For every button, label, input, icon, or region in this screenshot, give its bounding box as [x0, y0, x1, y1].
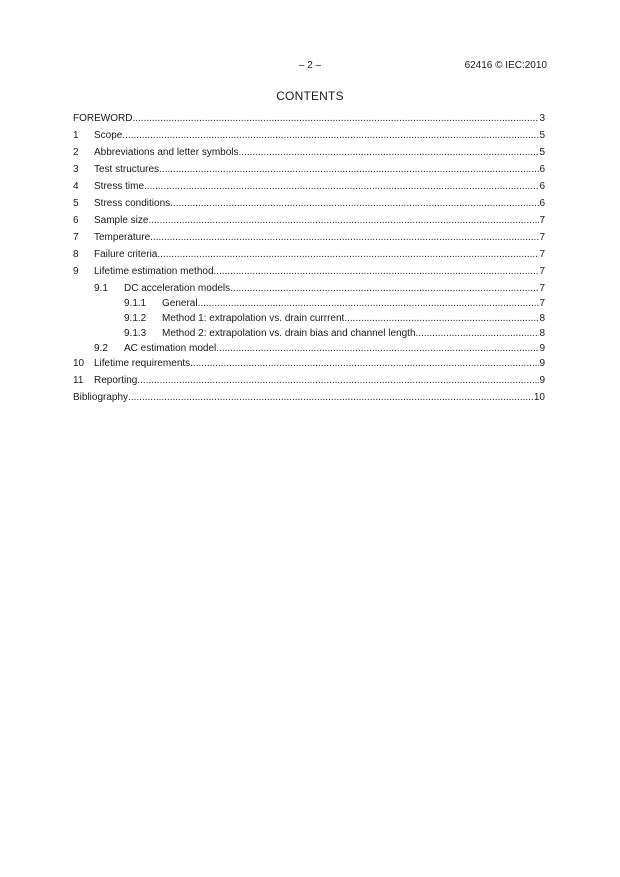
- toc-entry-label: Abbreviations and letter symbols: [94, 147, 239, 158]
- page-number: – 2 –: [298, 60, 322, 71]
- toc-entry-page: 8: [539, 313, 545, 324]
- toc-entry-label: General: [162, 298, 198, 309]
- toc-entry-page: 9: [539, 358, 545, 369]
- toc-entry-number: 9.1.3: [124, 328, 147, 339]
- toc-entry[interactable]: [73, 266, 545, 283]
- toc-entry-page: 8: [539, 328, 545, 339]
- toc-entry-number: 4: [73, 181, 79, 192]
- toc-entry-page: 7: [539, 232, 545, 243]
- toc-entry[interactable]: [73, 130, 545, 147]
- toc-leader-dots: [148, 215, 539, 226]
- toc-entry-label: Lifetime estimation method: [94, 266, 214, 277]
- toc-entry[interactable]: [73, 249, 545, 266]
- toc-entry-page: 7: [539, 283, 545, 294]
- toc-entry[interactable]: [73, 313, 545, 328]
- toc-leader-dots: [170, 198, 539, 209]
- toc-entry[interactable]: [73, 283, 545, 298]
- toc-entry-number: 6: [73, 215, 79, 226]
- document-id: 62416 © IEC:2010: [464, 60, 547, 71]
- toc-entry-page: 10: [533, 392, 545, 403]
- toc-entry-page: 7: [539, 298, 545, 309]
- toc-entry[interactable]: [73, 375, 545, 392]
- toc-entry-number: 3: [73, 164, 79, 175]
- toc-entry[interactable]: [73, 113, 545, 130]
- toc-entry-number: 9.2: [94, 343, 108, 354]
- toc-entry-label: Method 1: extrapolation vs. drain currrent: [162, 313, 345, 324]
- toc-entry[interactable]: [73, 181, 545, 198]
- toc-entry-page: 5: [539, 147, 545, 158]
- toc-entry-page: 7: [539, 266, 545, 277]
- toc-entry[interactable]: [73, 328, 545, 343]
- toc-leader-dots: [150, 232, 539, 243]
- toc-entry-label: Lifetime requirements: [94, 358, 191, 369]
- toc-entry-number: 2: [73, 147, 79, 158]
- toc-entry-number: 9: [73, 266, 79, 277]
- toc-entry-page: 3: [539, 113, 545, 124]
- toc-entry-label: Stress conditions: [94, 198, 171, 209]
- toc-entry[interactable]: [73, 147, 545, 164]
- page-title: CONTENTS: [276, 89, 344, 103]
- toc-leader-dots: [198, 298, 540, 309]
- toc-entry-page: 6: [539, 164, 545, 175]
- toc-leader-dots: [190, 358, 539, 369]
- toc-entry-number: 11: [73, 375, 84, 386]
- table-of-contents: [73, 113, 545, 409]
- toc-leader-dots: [230, 283, 539, 294]
- toc-leader-dots: [157, 249, 539, 260]
- toc-entry-label: Reporting: [94, 375, 138, 386]
- toc-entry-page: 9: [539, 375, 545, 386]
- toc-entry-page: 7: [539, 215, 545, 226]
- toc-entry-label: FOREWORD: [73, 113, 133, 124]
- toc-entry-number: 7: [73, 232, 79, 243]
- toc-entry[interactable]: [73, 164, 545, 181]
- toc-entry-page: 5: [539, 130, 545, 141]
- toc-entry-page: 6: [539, 198, 545, 209]
- toc-leader-dots: [216, 343, 539, 354]
- toc-entry[interactable]: [73, 232, 545, 249]
- toc-leader-dots: [128, 392, 534, 403]
- toc-entry-label: Test structures: [94, 164, 160, 175]
- toc-entry-number: 8: [73, 249, 79, 260]
- toc-entry[interactable]: [73, 215, 545, 232]
- toc-entry-label: Bibliography: [73, 392, 129, 403]
- toc-entry-number: 1: [73, 130, 79, 141]
- toc-entry-page: 7: [539, 249, 545, 260]
- toc-entry-label: Temperature: [94, 232, 151, 243]
- toc-leader-dots: [416, 328, 540, 339]
- toc-leader-dots: [122, 130, 539, 141]
- toc-entry[interactable]: [73, 392, 545, 409]
- toc-entry-number: 5: [73, 198, 79, 209]
- toc-entry-label: Stress time: [94, 181, 145, 192]
- toc-leader-dots: [214, 266, 540, 277]
- toc-entry-number: 9.1: [94, 283, 108, 294]
- toc-leader-dots: [144, 181, 539, 192]
- toc-leader-dots: [159, 164, 539, 175]
- toc-leader-dots: [137, 375, 539, 386]
- toc-leader-dots: [239, 147, 540, 158]
- toc-entry[interactable]: [73, 298, 545, 313]
- toc-entry-label: Failure criteria: [94, 249, 158, 260]
- toc-entry-number: 9.1.2: [124, 313, 147, 324]
- toc-entry-page: 6: [539, 181, 545, 192]
- toc-entry[interactable]: [73, 343, 545, 358]
- toc-entry-label: Method 2: extrapolation vs. drain bias and channel length: [162, 328, 416, 339]
- toc-entry-page: 9: [539, 343, 545, 354]
- toc-entry-label: DC acceleration models: [124, 283, 231, 294]
- toc-entry-label: AC estimation model: [124, 343, 217, 354]
- toc-leader-dots: [344, 313, 539, 324]
- toc-entry[interactable]: [73, 198, 545, 215]
- toc-entry-number: 10: [73, 358, 85, 369]
- toc-entry-label: Scope: [94, 130, 123, 141]
- toc-entry-number: 9.1.1: [124, 298, 147, 309]
- toc-entry[interactable]: [73, 358, 545, 375]
- toc-leader-dots: [132, 113, 539, 124]
- toc-entry-label: Sample size: [94, 215, 149, 226]
